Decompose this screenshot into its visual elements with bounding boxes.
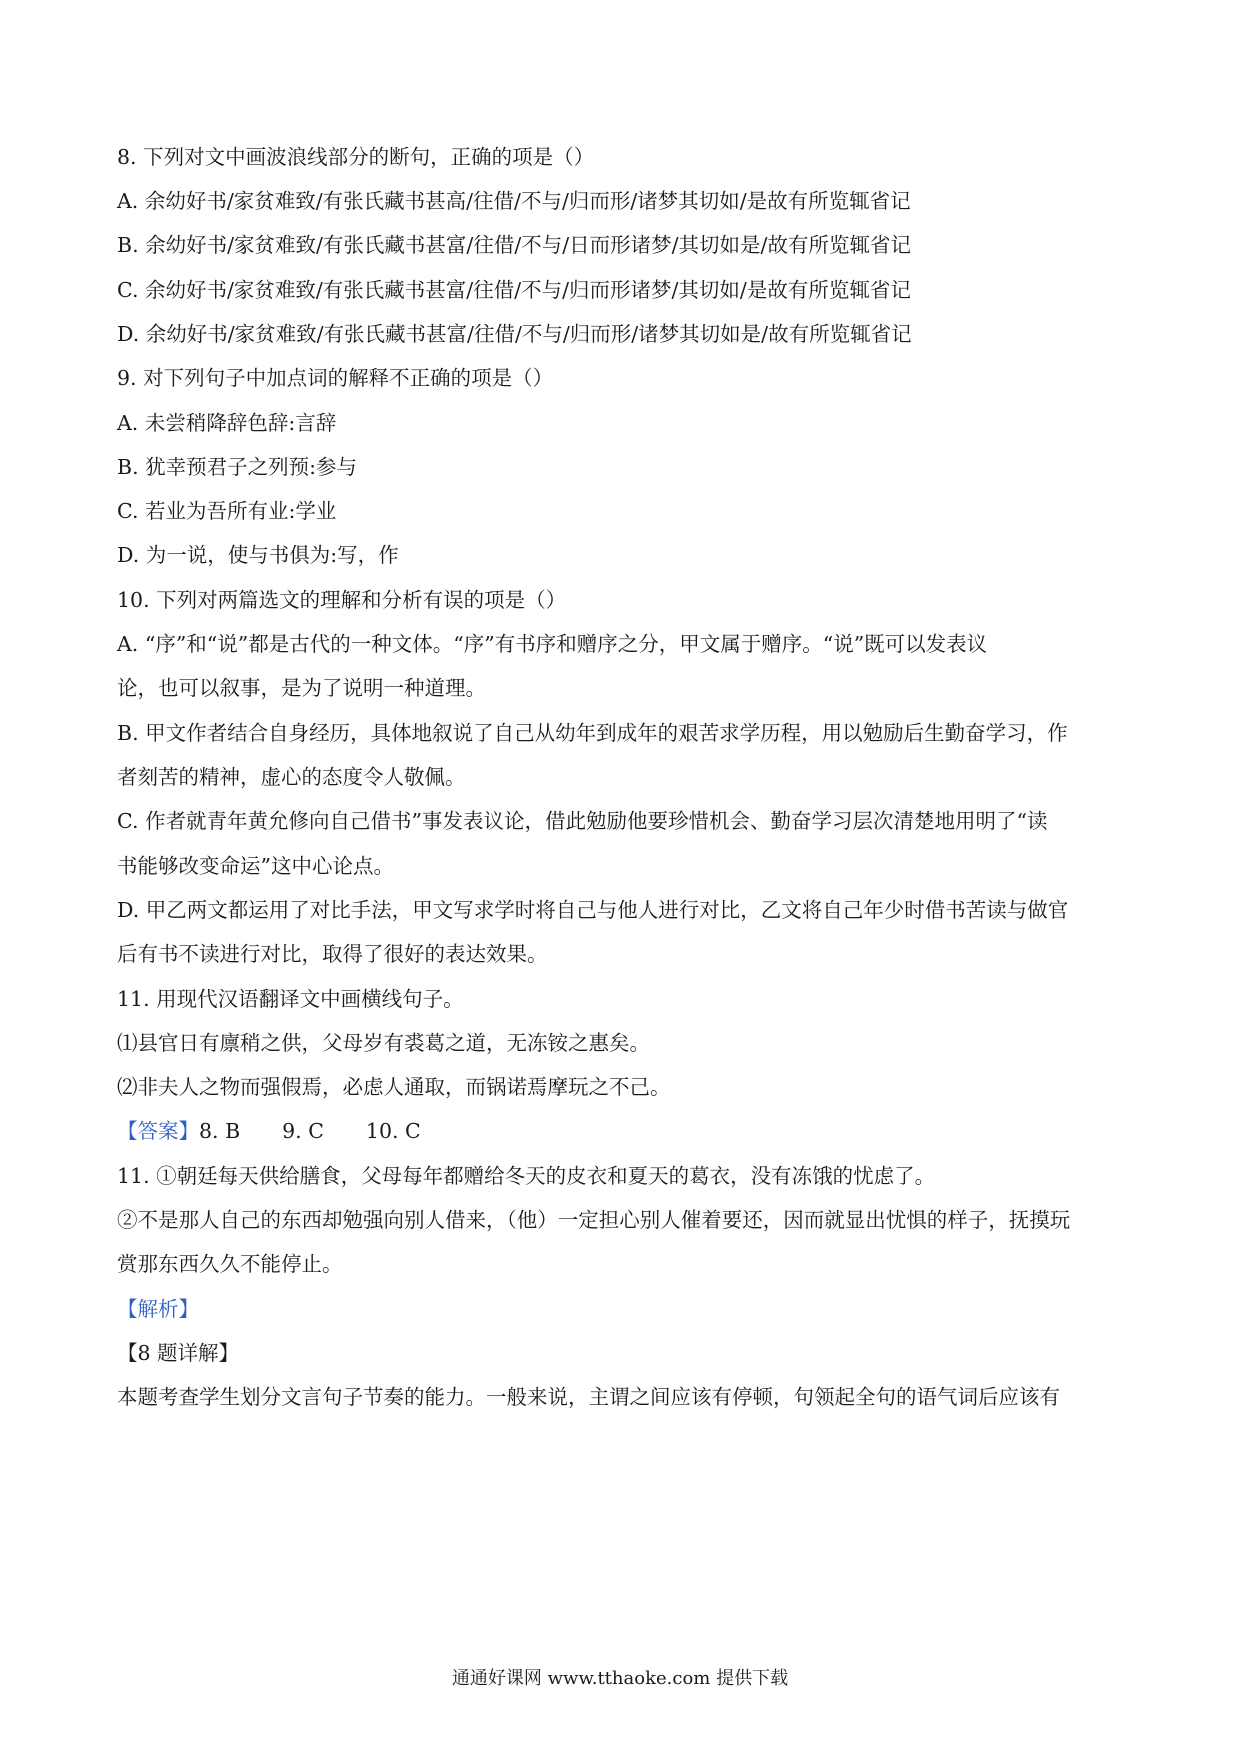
- question-8-option-c: C. 余幼好书/家贫难致/有张氏藏书甚富/往借/不与/归而形诸梦/其切如/是故有所览辄省记: [117, 278, 911, 302]
- question-9-option-b: B. 犹幸预君子之列预:参与: [117, 455, 358, 479]
- question-10-line: C. 作者就青年黄允修向自己借书”事发表议论，借此勉励他要珍惜机会、勤奋学习层次清楚地用明了“读: [117, 809, 1048, 833]
- question-8-stem: 8. 下列对文中画波浪线部分的断句，正确的项是（）: [117, 145, 595, 169]
- question-8-option-a: A. 余幼好书/家贫难致/有张氏藏书甚高/往借/不与/归而形/诸梦其切如/是故有所览辄省记: [117, 189, 911, 213]
- answer-8: 8. B: [199, 1119, 241, 1143]
- question-11-item-1: ⑴县官日有廪稍之供，父母岁有裘葛之道，无冻铵之惠矣。: [117, 1031, 650, 1055]
- question-10-stem: 10. 下列对两篇选文的理解和分析有误的项是（）: [117, 588, 567, 612]
- question-8-option-b: B. 余幼好书/家贫难致/有张氏藏书甚富/往借/不与/日而形诸梦/其切如是/故有所览辄省记: [117, 233, 911, 257]
- answer-11-line: 11. ①朝廷每天供给膳食，父母每年都赠给冬天的皮衣和夏天的葛衣，没有冻饿的忧虑了。: [117, 1164, 936, 1188]
- question-10-line: 者刻苦的精神，虚心的态度令人敬佩。: [117, 765, 466, 789]
- analysis-text: 本题考查学生划分文言句子节奏的能力。一般来说，主谓之间应该有停顿，句领起全句的语气词后应该有: [117, 1385, 1060, 1409]
- question-9-option-d: D. 为一说，使与书俱为:写，作: [117, 543, 399, 567]
- page-footer: 通通好课网 www.tthaoke.com 提供下载: [451, 1668, 789, 1689]
- question-10-line: A. “序”和“说”都是古代的一种文体。“序”有书序和赠序之分，甲文属于赠序。“说”既可以发表议: [117, 632, 988, 656]
- analysis-label: 【解析】: [117, 1297, 199, 1321]
- answer-11-line: 赏那东西久久不能停止。: [117, 1252, 343, 1276]
- question-9-option-c: C. 若业为吾所有业:学业: [117, 499, 337, 523]
- question-9-stem: 9. 对下列句子中加点词的解释不正确的项是（）: [117, 366, 554, 390]
- answer-line: [117, 1117, 1137, 1145]
- question-11-item-2: ⑵非夫人之物而强假焉，必虑人通取，而锅诺焉摩玩之不己。: [117, 1075, 671, 1099]
- question-10-line: D. 甲乙两文都运用了对比手法，甲文写求学时将自己与他人进行对比，乙文将自己年少时借书苦读与做官: [117, 898, 1069, 922]
- question-10-line: 后有书不读进行对比，取得了很好的表达效果。: [117, 942, 548, 966]
- answer-label: 【答案】: [117, 1119, 199, 1143]
- answer-11-line: ②不是那人自己的东西却勉强向别人借来，（他）一定担心别人催着要还，因而就显出忧惧的样子，抚摸玩: [117, 1208, 1071, 1232]
- answer-10: 10. C: [365, 1119, 421, 1143]
- analysis-subheading: 【8 题详解】: [117, 1341, 240, 1365]
- question-8-option-d: D. 余幼好书/家贫难致/有张氏藏书甚富/往借/不与/归而形/诸梦其切如是/故有所览辄省记: [117, 322, 912, 346]
- question-10-line: B. 甲文作者结合自身经历，具体地叙说了自己从幼年到成年的艰苦求学历程，用以勉励后生勤奋学习，作: [117, 721, 1068, 745]
- question-10-line: 书能够改变命运”这中心论点。: [117, 854, 394, 878]
- question-11-stem: 11. 用现代汉语翻译文中画横线句子。: [117, 987, 464, 1011]
- question-10-line: 论，也可以叙事，是为了说明一种道理。: [117, 676, 486, 700]
- question-9-option-a: A. 未尝稍降辞色辞:言辞: [117, 411, 337, 435]
- answer-9: 9. C: [282, 1119, 324, 1143]
